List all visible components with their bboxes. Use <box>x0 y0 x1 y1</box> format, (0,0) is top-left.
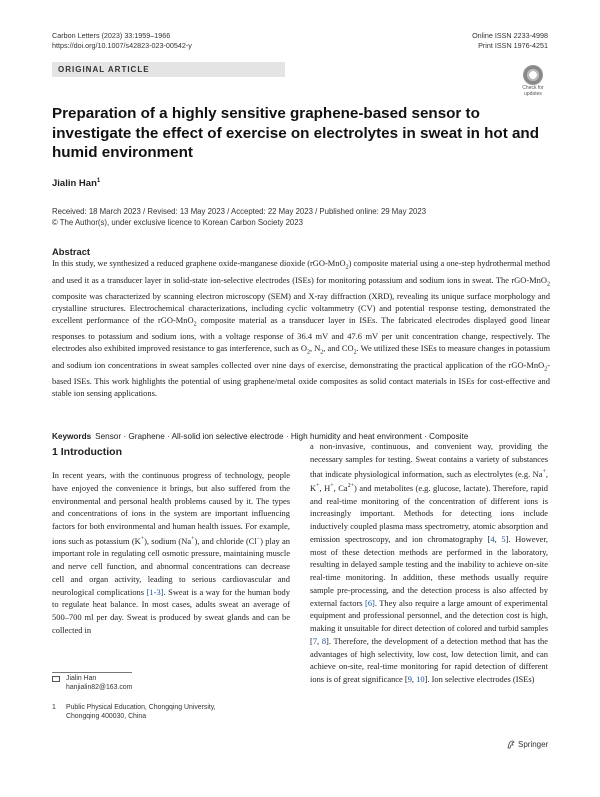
envelope-icon <box>52 676 60 682</box>
citation-link[interactable]: [1-3] <box>146 586 164 597</box>
section-heading-introduction: 1 Introduction <box>52 446 122 458</box>
running-header-left <box>52 31 192 51</box>
article-title: Preparation of a highly sensitive graphene-based sensor to investigate the effect of exercise on electrolytes in sweat in hot and humid environment <box>52 105 539 161</box>
publisher-mark <box>507 740 548 749</box>
check-for-updates-badge[interactable] <box>518 65 548 99</box>
affiliation-footnote <box>66 703 216 721</box>
citation-link[interactable]: 10 <box>416 674 425 685</box>
doi-link[interactable]: https://doi.org/10.1007/s42823-023-00542-y <box>52 41 192 50</box>
contact-email[interactable]: hanjialin82@163.com <box>66 684 133 692</box>
citation-link[interactable]: 5 <box>501 533 506 544</box>
copyright-notice: © The Author(s), under exclusive licence to Korean Carbon Society 2023 <box>52 218 303 227</box>
affiliation-line-2: Chongqing 400030, China <box>66 713 147 721</box>
publisher-name: Springer <box>518 740 549 749</box>
affiliation-number: 1 <box>52 704 56 711</box>
print-issn: Print ISSN 1976-4251 <box>478 41 548 50</box>
publication-dates: Received: 18 March 2023 / Revised: 13 May 2023 / Accepted: 22 May 2023 / Published online: 29 May 2023 <box>52 207 427 216</box>
abstract-heading: Abstract <box>52 246 91 257</box>
citation-link[interactable]: 8 <box>321 635 327 646</box>
affiliation-line-1: Public Physical Education, Chongqing University, <box>66 704 216 711</box>
online-issn: Online ISSN 2233-4998 <box>472 31 548 40</box>
keywords-list: Sensor · Graphene · All-solid ion selective electrode · High humidity and heat environment · Composite <box>95 432 469 441</box>
springer-horse-icon <box>507 740 515 749</box>
author-line <box>52 178 100 189</box>
citation-link[interactable]: 7 <box>312 635 318 646</box>
journal-citation: Carbon Letters (2023) 33:1959–1966 <box>52 31 171 40</box>
author-affiliation-mark: 1 <box>96 178 101 184</box>
article-history <box>52 206 426 228</box>
intro-right-column: a non-invasive, continuous, and convenient way, providing the necessary samples for testing. Sweat contains a variety of substances that indicate physiological information, such as electrolytes (e.g. Na+, K+, H+, $Ca^{2+}$) and metabolites (e.g. glucose, lactate). Therefore, rapid and real-time monitoring of the concentration of different ions is increasingly important. Methods for detecting ions include inductively coupled plasma mass spectrometry, atomic absorption and emission spectroscopy, and ion chromatography [4, 5]. However, most of these detection methods are performed in the laboratory, resulting in delayed sample testing and the inability to achieve on-site real-time monitoring. In addition, these methods usually require sample pre-processing, and the detection process is also affected by external factors [6]. They also require a large amount of experimental equipment and professional personnel, and the detection cost is high, making it unsuitable for direct detection of colored and turbid samples [7, 8]. Therefore, the development of a detection method that has the advantages of high selectivity, low cost, low detection limit, and can achieve on-site, real-time monitoring for rapid detection of different ions is of great significance [9, 10]. Ion selective electrodes (ISEs) <box>310 441 549 685</box>
footnote-rule <box>52 672 132 673</box>
check-for-updates-icon <box>523 65 543 85</box>
check-label-line2: updates <box>524 90 542 97</box>
contact-footnote <box>66 674 132 692</box>
keywords-label: Keywords <box>52 432 92 441</box>
citation-link[interactable]: 4 <box>490 533 495 544</box>
author-name[interactable]: Jialin Han <box>52 178 97 190</box>
check-label-line1: Check for <box>522 85 544 91</box>
intro-left-column: In recent years, with the continuous progress of technology, people have enjoyed the convenience it brings, but also suffered from the environmental and personal health problems caused by it. The types and concentrations of ions in the system are important influencing factors for both environmental and human health issues. For example, ions such as potassium (K+), sodium (Na+), and chloride (Cl−) play an important role in regulating cell osmotic pressure, maintaining muscle and nerve cell function, and abnormal concentrations can decrease cell and organ activity, leading to serious cardiovascular and neurological complications [1-3]. Sweat is a way for the human body to regulate heat balance. In most cases, adults sweat an average of 500–700 ml per day. Sweat is produced by sweat glands and can be collected in <box>52 470 290 635</box>
citation-link[interactable]: [6] <box>365 597 375 608</box>
contact-name: Jialin Han <box>66 675 97 682</box>
citation-link[interactable]: 9 <box>407 674 412 685</box>
running-header-right <box>472 31 548 51</box>
abstract-body: In this study, we synthesized a reduced graphene oxide-manganese dioxide (rGO-MnO$_2$) composite material using a one-step hydrothermal method and used it as a transducer layer in solid-state ion-selective electrodes (ISEs) for monitoring potassium and sodium ions in sweat. The rGO-MnO$_2$ composite was characterized by scanning electron microscopy (SEM) and X-ray diffraction (XRD), revealing its unique surface morphology and crystalline structures. Electrochemical characterizations, including cyclic voltammetry (CV) and potential response testing, demonstrated the excellent performance of the rGO-MnO$_2$ composite material as a transducer layer in ISEs. The fabricated electrodes displayed good linear responses to potassium and sodium ions, with a voltage response of 36.4 mV and 47.6 mV per unit concentration change, respectively. The electrodes also exhibited improved resistance to gas interference, such as $O_2$, $N_2$, and $CO_2$. We utilized these ISEs to measure changes in potassium and sodium ion concentrations in sweat samples collected over nine days of exercise, demonstrating the practical application of the rGO-MnO$_2$-based ISEs. This work highlights the potential of using graphene/metal oxide composites as solid contact materials in ISEs for cost-effective and stable ion sensing applications. <box>52 258 551 399</box>
article-type-banner: ORIGINAL ARTICLE <box>52 62 285 77</box>
